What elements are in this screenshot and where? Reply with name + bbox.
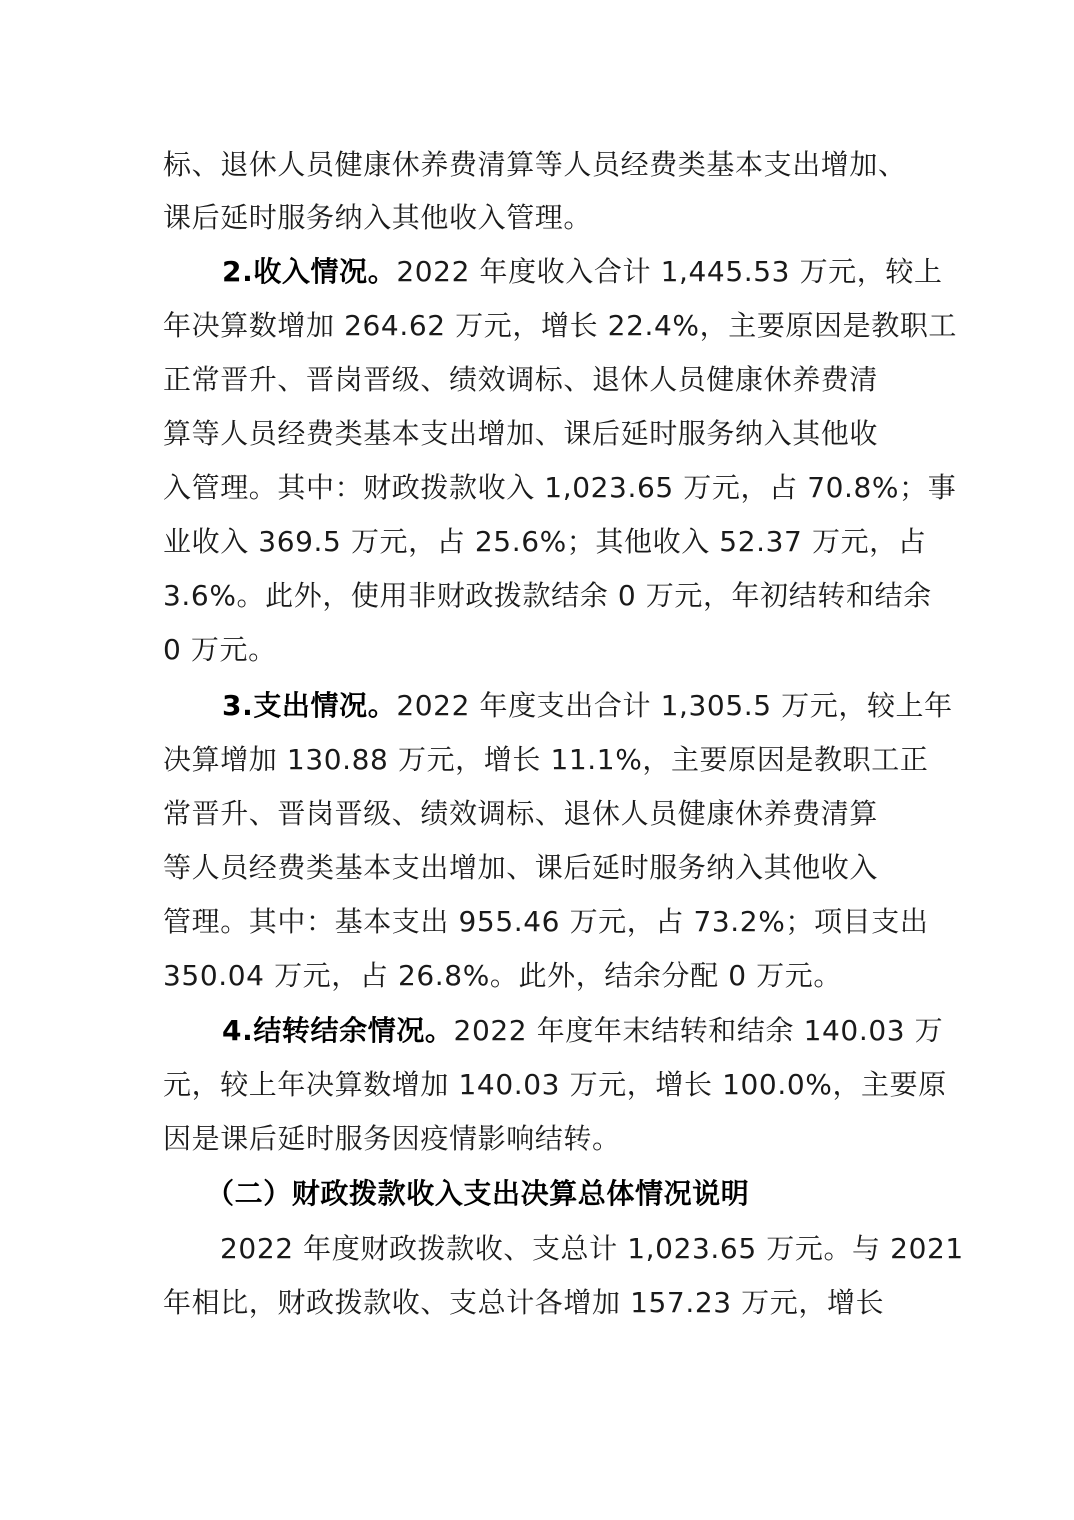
expense-heading: 3.支出情况。 <box>222 689 397 722</box>
expense-paragraph-first-line <box>222 686 953 726</box>
paragraph-line: 正常晋升、晋岗晋级、绩效调标、退休人员健康休养费清 <box>163 363 879 396</box>
paragraph-line: 管理。其中：基本支出 955.46 万元，占 73.2%；项目支出 <box>163 905 929 938</box>
paragraph-line: 350.04 万元，占 26.8%。此外，结余分配 0 万元。 <box>163 959 842 992</box>
paragraph-line: 决算增加 130.88 万元，增长 11.1%，主要原因是教职工正 <box>163 743 929 776</box>
paragraph-line: 年相比，财政拨款收、支总计各增加 157.23 万元，增长 <box>163 1286 885 1319</box>
paragraph-line: 标、退休人员健康休养费清算等人员经费类基本支出增加、 <box>163 148 907 181</box>
paragraph-line: 算等人员经费类基本支出增加、课后延时服务纳入其他收 <box>163 417 879 450</box>
paragraph-line: 入管理。其中：财政拨款收入 1,023.65 万元，占 70.8%；事 <box>163 471 957 504</box>
paragraph-line: 常晋升、晋岗晋级、绩效调标、退休人员健康休养费清算 <box>163 797 879 830</box>
paragraph-line: 0 万元。 <box>163 633 277 666</box>
expense-summary: 2022 年度支出合计 1,305.5 万元，较上年 <box>396 689 953 722</box>
paragraph-line: 业收入 369.5 万元，占 25.6%；其他收入 52.37 万元，占 <box>163 525 927 558</box>
paragraph-line: 2022 年度财政拨款收、支总计 1,023.65 万元。与 2021 <box>220 1232 964 1265</box>
income-paragraph-first-line <box>222 252 943 292</box>
income-heading: 2.收入情况。 <box>222 255 397 288</box>
paragraph-line: 课后延时服务纳入其他收入管理。 <box>163 201 593 234</box>
paragraph-line: 等人员经费类基本支出增加、课后延时服务纳入其他收入 <box>163 851 879 884</box>
section-heading: （二）财政拨款收入支出决算总体情况说明 <box>206 1177 750 1210</box>
carryover-heading: 4.结转结余情况。 <box>222 1014 454 1047</box>
paragraph-line: 元，较上年决算数增加 140.03 万元，增长 100.0%，主要原 <box>163 1068 947 1101</box>
paragraph-line: 3.6%。此外，使用非财政拨款结余 0 万元，年初结转和结余 <box>163 579 932 612</box>
paragraph-line: 年决算数增加 264.62 万元，增长 22.4%，主要原因是教职工 <box>163 309 958 342</box>
income-summary: 2022 年度收入合计 1,445.53 万元，较上 <box>396 255 943 288</box>
paragraph-line: 因是课后延时服务因疫情影响结转。 <box>163 1122 621 1155</box>
carryover-summary: 2022 年度年末结转和结余 140.03 万 <box>453 1014 944 1047</box>
carryover-paragraph-first-line <box>222 1011 943 1051</box>
